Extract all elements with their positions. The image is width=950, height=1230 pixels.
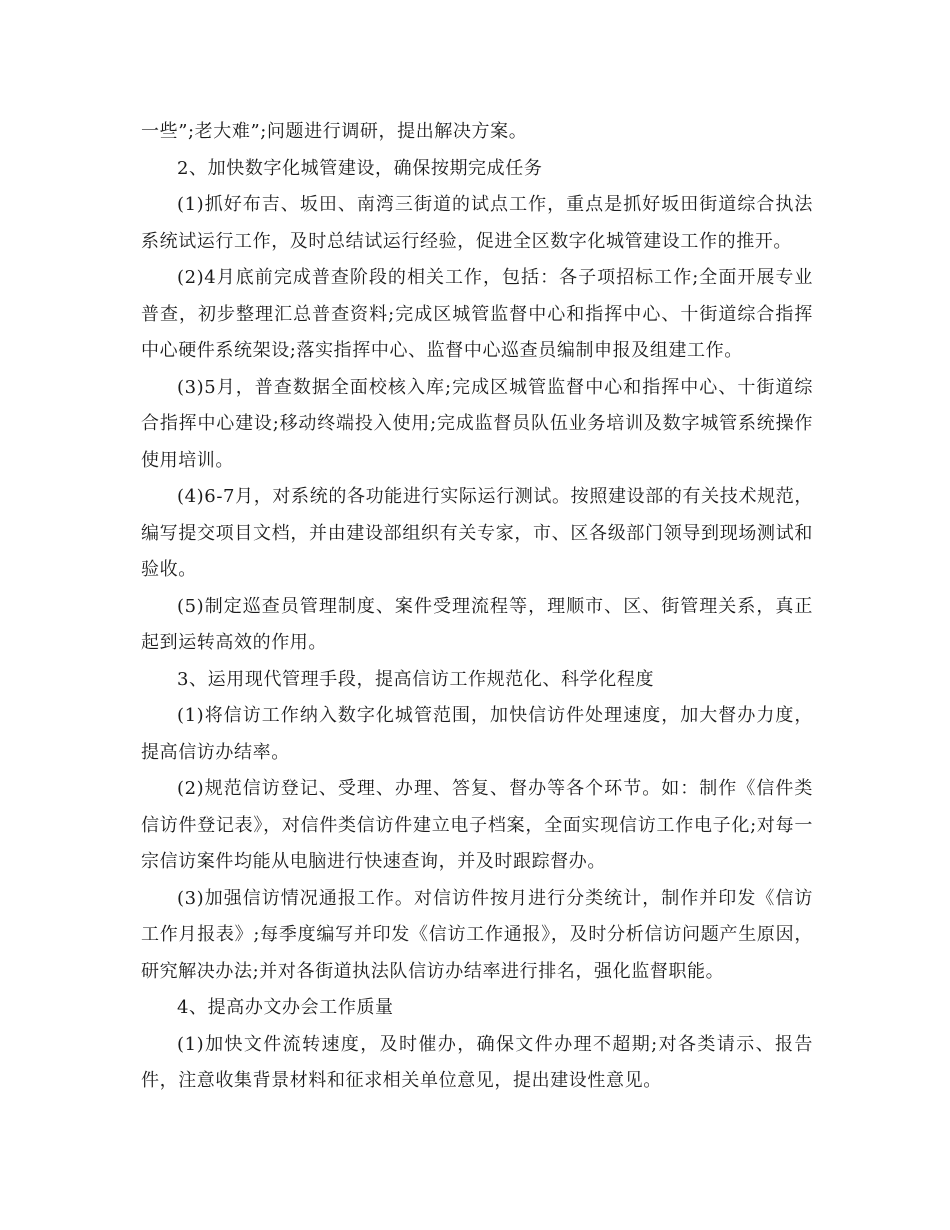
- paragraph-3-1: (1)将信访工作纳入数字化城管范围，加快信访件处理速度，加大督办力度，提高信访办结率。: [141, 705, 813, 763]
- paragraph-2-2: (2)4月底前完成普查阶段的相关工作，包括：各子项招标工作;全面开展专业普查，初步整理汇总普查资料;完成区城管监督中心和指挥中心、十街道综合指挥中心硬件系统架设;落实指挥中心、监督中心巡查员编制申报及组建工作。: [141, 267, 813, 361]
- paragraph-2-5: (5)制定巡查员管理制度、案件受理流程等，理顺市、区、街管理关系，真正起到运转高效的作用。: [141, 595, 813, 653]
- document-body: [141, 114, 813, 1100]
- section-heading-2: 2、加快数字化城管建设，确保按期完成任务: [177, 157, 543, 179]
- paragraph-2-1: (1)抓好布吉、坂田、南湾三街道的试点工作，重点是抓好坂田街道综合执法系统试运行工作，及时总结试运行经验，促进全区数字化城管建设工作的推开。: [141, 194, 813, 252]
- section-heading-4: 4、提高办文办会工作质量: [177, 997, 394, 1018]
- paragraph-4-1: (1)加快文件流转速度，及时催办，确保文件办理不超期;对各类请示、报告件，注意收集背景材料和征求相关单位意见，提出建设性意见。: [141, 1033, 813, 1091]
- paragraph-3-3: (3)加强信访情况通报工作。对信访件按月进行分类统计，制作并印发《信访工作月报表》;每季度编写并印发《信访工作通报》，及时分析信访问题产生原因，研究解决办法;并对各街道执法队信访办结率进行排名，强化监督职能。: [141, 887, 813, 982]
- paragraph-2-4: (4)6-7月，对系统的各功能进行实际运行测试。按照建设部的有关技术规范，编写提交项目文档，并由建设部组织有关专家，市、区各级部门领导到现场测试和验收。: [141, 486, 813, 580]
- section-heading-3: 3、运用现代管理手段，提高信访工作规范化、科学化程度: [177, 668, 655, 690]
- paragraph-continuation: 一些”;老大难”;问题进行调研，提出解决方案。: [141, 121, 528, 142]
- paragraph-2-3: (3)5月，普查数据全面校核入库;完成区城管监督中心和指挥中心、十街道综合指挥中心建设;移动终端投入使用;完成监督员队伍业务培训及数字城管系统操作使用培训。: [141, 376, 813, 471]
- paragraph-3-2: (2)规范信访登记、受理、办理、答复、督办等各个环节。如：制作《信件类信访件登记表》，对信件类信访件建立电子档案，全面实现信访工作电子化;对每一宗信访案件均能从电脑进行快速查询，并及时跟踪督办。: [141, 778, 813, 872]
